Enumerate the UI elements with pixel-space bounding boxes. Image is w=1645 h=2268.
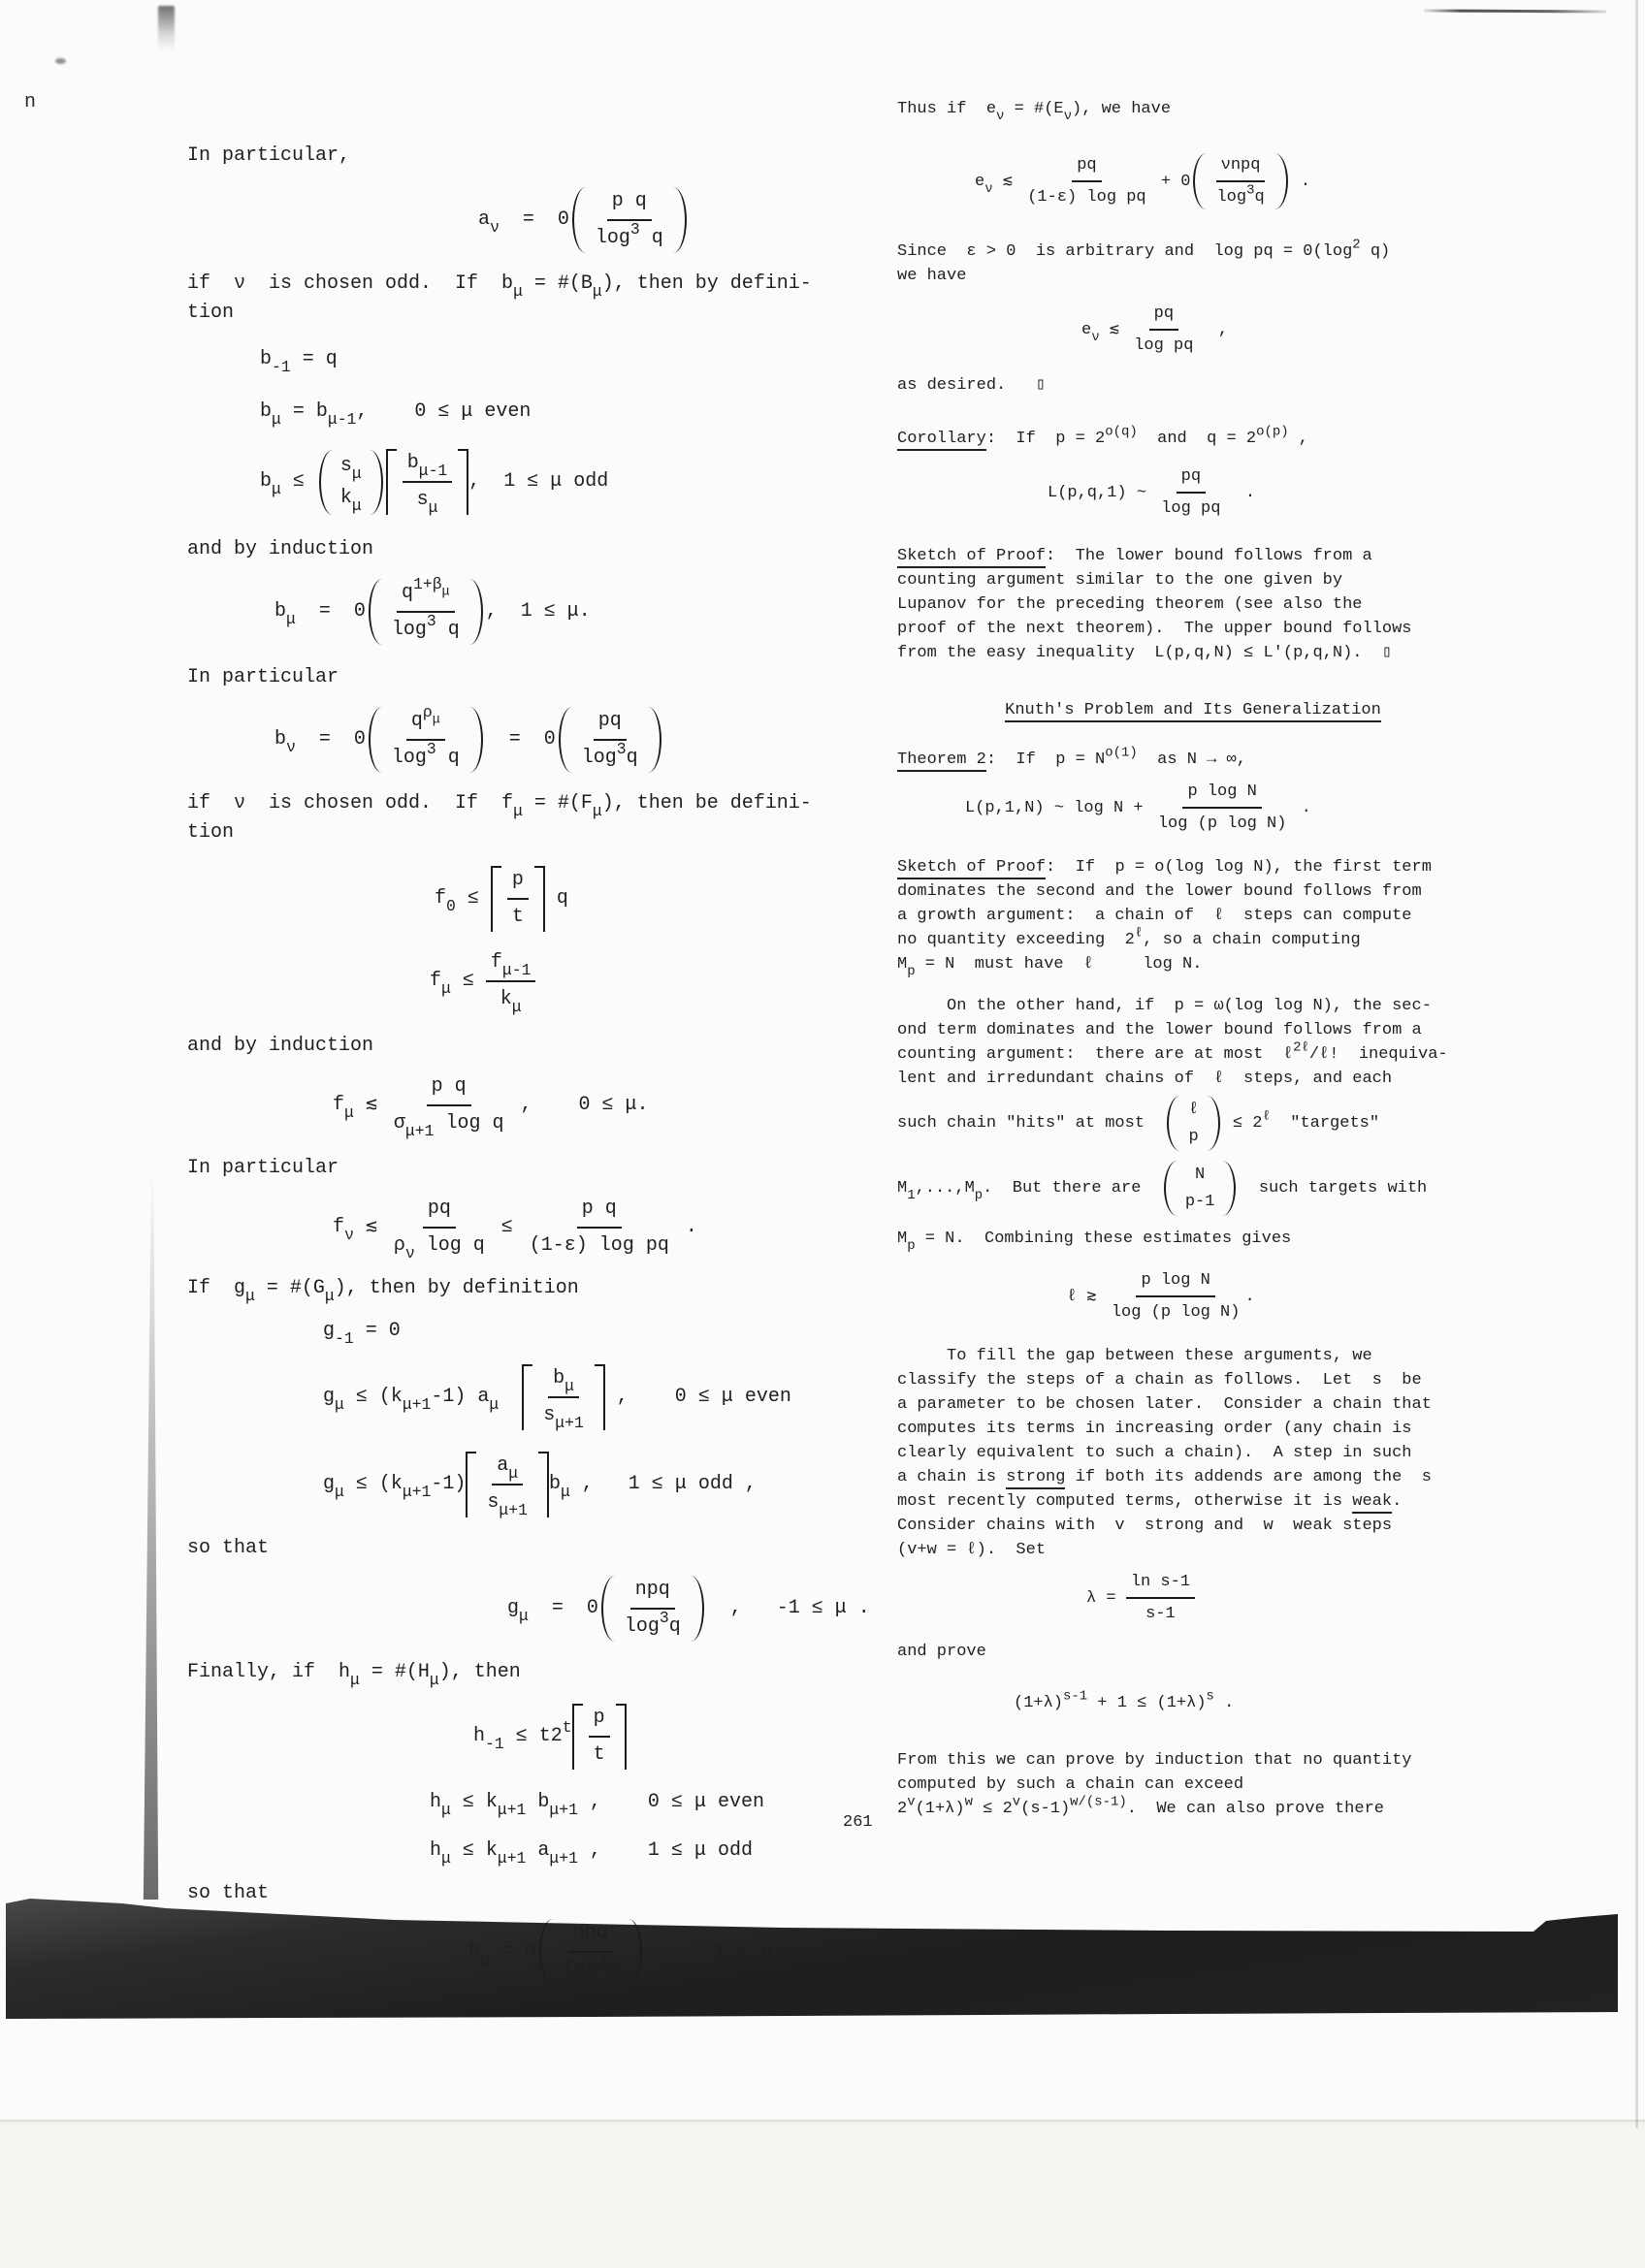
ceiling-group	[466, 1447, 549, 1522]
equation-lhs: $h_{-1} \le t2^t$	[473, 1717, 572, 1754]
equation-lhs: $g_\mu \le (k_{\mu+1}-1)$	[323, 1473, 467, 1502]
paragraph-thus-if: Thus if $e_\nu$ = $\#(E_\nu)$, we have	[897, 100, 1172, 124]
left-ceiling-bracket-icon	[491, 866, 501, 932]
line-with-binomial-1	[897, 1091, 1489, 1156]
fraction-denominator: $s_\mu$	[416, 489, 438, 518]
right-ceiling-bracket-icon	[458, 449, 468, 515]
ceiling-group	[522, 1359, 605, 1435]
paragraph-in-particular-2: In particular	[187, 666, 339, 688]
fraction	[1153, 780, 1292, 836]
paragraph-sketch-of-proof-1: Sketch of Proof: The lower bound follows from a counting argument similar to the one given by Lupanov for the preceding theorem (see also the proof of the next theorem). The upper bound follows from the easy inequality L(p,q,N) ≤ L'(p,q,N). ▯	[897, 547, 1412, 662]
equation-lambda-inequality: $(1+\lambda)^{s-1} + 1 \le (1+\lambda)^s$ .	[1014, 1688, 1235, 1712]
fraction-denominator: (1-ε) log pq	[1027, 188, 1146, 207]
fraction	[1129, 302, 1198, 358]
fraction	[482, 1452, 532, 1520]
binomial-group	[1161, 1156, 1240, 1221]
equation-condition: , 1 ≤ μ.	[485, 600, 591, 623]
equation-b-odd	[187, 444, 886, 520]
fraction	[589, 1704, 610, 1770]
left-paren-icon	[1164, 1161, 1177, 1216]
equation-corollary	[897, 464, 1489, 521]
equation-lhs: $b_\mu = 0$	[274, 600, 366, 629]
binomial-top: ℓ	[1188, 1101, 1199, 1119]
right-column	[897, 97, 1489, 1821]
binomial-top: $s_\mu$	[339, 454, 362, 483]
equation-condition: $b_\mu$ , 1 ≤ μ odd ,	[548, 1473, 757, 1502]
fraction	[558, 1919, 624, 1985]
equation-end: .	[1244, 1287, 1255, 1306]
left-paren-icon	[601, 1576, 615, 1642]
fraction-numerator: pq	[1177, 464, 1206, 494]
fraction-denominator: $\rho_\nu$ log q	[393, 1234, 485, 1263]
line-text: such targets with	[1239, 1179, 1428, 1198]
paren-group	[556, 702, 664, 778]
equation-mid: = 0	[485, 728, 556, 751]
equation-lhs: $f_\nu$ ≲	[333, 1216, 389, 1245]
paragraph-corollary: Corollary: If $p = 2^{o(q)}$ and $q = 2^{o(p)}$ ,	[897, 427, 1489, 451]
equation-g-minus1	[187, 1317, 886, 1349]
fraction	[577, 707, 643, 773]
equation-e-simplified	[897, 302, 1489, 358]
fraction	[525, 1195, 674, 1261]
paragraph-so-that-2: so that	[187, 1882, 270, 1904]
fraction-numerator: p q	[427, 1072, 471, 1106]
left-paren-icon	[1167, 1096, 1180, 1151]
equation-lhs: $e_\nu$ ≲	[1081, 320, 1130, 345]
equation-end: .	[673, 1216, 697, 1238]
right-ceiling-bracket-icon	[534, 866, 545, 932]
left-paren-icon	[539, 1919, 553, 1985]
fraction-numerator: p q	[577, 1195, 622, 1229]
fraction-numerator: pq	[423, 1195, 456, 1229]
right-paren-icon	[469, 707, 483, 773]
binomial	[1185, 1096, 1201, 1151]
right-ceiling-bracket-icon	[595, 1364, 605, 1430]
ceiling-group	[572, 1699, 627, 1774]
left-paren-icon	[559, 707, 572, 773]
fraction-denominator: log (p log N)	[1157, 815, 1287, 833]
fraction-denominator: log pq	[1161, 499, 1221, 518]
fraction-denominator: $\log^3q$	[581, 739, 638, 769]
right-paren-icon	[469, 579, 483, 645]
fraction-numerator: νnpq	[1216, 153, 1266, 182]
ceiling-group	[491, 861, 545, 937]
equation-body: $h_\mu \le k_{\mu+1}$ $a_{\mu+1}$ , 1 ≤ μ odd	[430, 1839, 753, 1869]
fraction-denominator: $\log^3q$	[1216, 182, 1265, 207]
scan-artifact-spine-smudge	[158, 6, 175, 50]
equation-f-induction	[187, 1072, 886, 1141]
equation-lhs: $b_\nu = 0$	[274, 728, 366, 757]
right-ceiling-bracket-icon	[538, 1452, 549, 1517]
scan-artifact-sheet-below	[0, 2124, 1645, 2268]
fraction	[387, 574, 465, 645]
paragraph-combining: $M_p = N$. Combining these estimates gives	[897, 1230, 1292, 1254]
scan-artifact-top-right-line	[1424, 10, 1606, 14]
fraction-numerator: $f_{\mu-1}$	[486, 948, 536, 982]
paragraph-if-b: if ν is chosen odd. If $b_\mu$ = $\#(B_\mu)$, then by defini- tion	[187, 272, 812, 324]
fraction-denominator: s-1	[1145, 1605, 1176, 1623]
fraction-numerator: $q^{1+\beta_\mu}$	[397, 579, 455, 613]
right-paren-icon	[691, 1576, 704, 1642]
equation-lhs: $b_\mu$ ≤	[260, 470, 316, 499]
paragraph-as-desired: as desired. ▯	[897, 376, 1047, 395]
paragraph-if-f: if ν is chosen odd. If $f_\mu$ = $\#(F_\mu)$, then be defini- tion	[187, 792, 812, 844]
equation-end: .	[1225, 483, 1256, 502]
fraction-numerator: p log N	[1182, 780, 1261, 809]
fraction-denominator: $\log^3q$	[624, 1608, 681, 1638]
equation-condition: , -1 ≤ μ .	[644, 1940, 796, 1963]
equation-h-odd	[187, 1837, 886, 1869]
fraction	[1107, 1268, 1245, 1325]
line-text: such chain "hits" at most	[897, 1114, 1165, 1133]
ceiling-group	[386, 444, 469, 520]
equation-h-even	[187, 1788, 886, 1820]
left-paren-icon	[369, 579, 382, 645]
paragraph-if-g: If $g_\mu$ = $\#(G_\mu)$, then by definition	[187, 1277, 579, 1306]
paragraph-on-the-other-hand: On the other hand, if p = ω(log log N), the sec- ond term dominates and the lower bound follows from a counting argument: there are at most ℓ$^{2\ell}$/ℓ! inequiva- lent and irredundant chains of ℓ steps, and each	[897, 997, 1448, 1088]
equation-b-nu	[187, 702, 886, 778]
fraction-numerator: p log N	[1136, 1268, 1214, 1297]
paragraph-and-by-induction-1: and by induction	[187, 538, 374, 560]
left-column	[187, 142, 886, 1990]
left-ceiling-bracket-icon	[522, 1364, 532, 1430]
equation-body: $b_\mu = b_{\mu-1}$, 0 ≤ μ even	[260, 400, 532, 430]
paren-group	[366, 702, 486, 778]
fraction-denominator: t	[511, 906, 524, 928]
binomial-bottom: p-1	[1184, 1193, 1215, 1211]
fraction-numerator: npq	[630, 1576, 675, 1610]
fraction	[538, 1364, 589, 1433]
equation-f-nu	[187, 1195, 886, 1261]
fraction-numerator: npq	[568, 1919, 613, 1953]
fraction	[507, 866, 529, 932]
fraction	[389, 1072, 509, 1141]
paragraph-theorem-2: Theorem 2: If $p = N^{o(1)}$ as N → ∞,	[897, 748, 1489, 772]
equation-g-order	[187, 1571, 886, 1646]
paragraph-in-particular-3: In particular	[187, 1157, 339, 1179]
fraction-numerator: p q	[607, 187, 652, 221]
equation-lhs: $f_0$ ≤	[435, 887, 491, 916]
right-paren-icon	[629, 1919, 642, 1985]
paren-group	[536, 1914, 645, 1990]
equation-lhs: $a_\nu = 0$	[478, 208, 569, 238]
binomial-group	[316, 445, 386, 520]
scan-artifact-spine-shadow	[140, 1166, 163, 1900]
scan-artifact-dot	[55, 58, 66, 64]
fraction-denominator: (1-ε) log pq	[529, 1234, 669, 1257]
equation-condition: , -1 ≤ μ .	[706, 1597, 870, 1619]
equation-h-order	[187, 1914, 886, 1990]
paragraph-since: Since ε > 0 is arbitrary and log pq = $0(\log^2$ q) we have	[897, 237, 1391, 285]
binomial	[338, 450, 365, 515]
fraction-denominator: log pq	[1134, 336, 1194, 355]
fraction	[1156, 464, 1225, 521]
right-paren-icon	[1222, 1161, 1236, 1216]
fraction	[387, 702, 465, 773]
equation-lhs: $g_\mu = 0$	[507, 1597, 598, 1626]
equation-g-even	[187, 1359, 886, 1435]
equation-f-recursive	[187, 948, 886, 1017]
left-paren-icon	[319, 450, 333, 515]
fraction-numerator: $q^{\rho_\mu}$	[406, 707, 445, 741]
equation-lhs: L(p,1,N) ~ log N +	[965, 798, 1153, 817]
equation-g-odd	[187, 1447, 886, 1522]
binomial-bottom: $k_\mu$	[339, 486, 362, 515]
right-ceiling-bracket-icon	[616, 1704, 627, 1770]
equation-a-nu	[187, 182, 886, 258]
binomial-top: N	[1195, 1166, 1206, 1184]
fraction-numerator: ln s-1	[1126, 1570, 1195, 1599]
right-paren-icon	[1274, 153, 1288, 209]
equation-body: $g_{-1} = 0$	[323, 1320, 401, 1349]
equation-end: .	[1291, 798, 1311, 817]
right-paren-icon	[370, 450, 383, 515]
section-heading-knuth: Knuth's Problem and Its Generalization	[897, 698, 1489, 722]
equation-end: ,	[1198, 320, 1229, 339]
equation-lhs: $f_\mu$ ≤	[430, 970, 486, 999]
left-ceiling-bracket-icon	[572, 1704, 583, 1770]
paragraph-sketch-of-proof-2: Sketch of Proof: If p = o(log log N), the first term dominates the second and the lower bound follows from a growth argument: a chain of ℓ steps can compute no quantity exceeding $2^\ell$, so a chain computing $M_p = N$ must have ℓ log N.	[897, 858, 1432, 979]
equation-condition: , 0 ≤ μ even	[604, 1386, 791, 1408]
paren-group	[1190, 148, 1290, 214]
fraction-numerator: p	[507, 866, 529, 900]
right-paren-icon	[648, 707, 661, 773]
equation-body: $b_{-1} = q$	[260, 348, 338, 377]
line-text: ≤ $2^\ell$ "targets"	[1222, 1108, 1380, 1133]
fraction-denominator: $k_\mu$	[500, 988, 522, 1017]
fraction	[1211, 153, 1269, 209]
left-paren-icon	[369, 707, 382, 773]
equation-e-bound	[897, 148, 1489, 214]
binomial-bottom: p	[1188, 1128, 1199, 1146]
paragraph-and-prove: and prove	[897, 1643, 986, 1661]
fraction-denominator: $s_{\mu+1}$	[487, 1491, 528, 1520]
fraction	[1126, 1570, 1195, 1626]
line-text: $M_1,...,M_p$. But there are	[897, 1179, 1161, 1203]
fraction-denominator: log (p log N)	[1111, 1303, 1241, 1322]
fraction-denominator: $s_{\mu+1}$	[543, 1404, 584, 1433]
equation-mid: ≤	[489, 1216, 525, 1238]
equation-rhs: q	[544, 887, 568, 910]
fraction-denominator: $\log^3 q$	[391, 611, 460, 641]
equation-theorem-2	[897, 780, 1489, 836]
equation-lhs: $h_\mu = 0$	[468, 1940, 536, 1969]
stray-character: n	[24, 91, 37, 113]
left-paren-icon	[1193, 153, 1207, 209]
right-paren-icon	[673, 187, 687, 253]
fraction-numerator: pq	[594, 707, 627, 741]
paragraph-finally: Finally, if $h_\mu$ = $\#(H_\mu)$, then	[187, 1661, 521, 1690]
equation-lhs: L(p,q,1) ~	[1048, 483, 1157, 502]
paragraph-from-this: From this we can prove by induction that no quantity computed by such a chain can exceed $2^v(1+\lambda)^w \le 2^v(s-1)^{w/(s-1)}$. We can also prove there	[897, 1751, 1412, 1818]
fraction-numerator: pq	[1072, 153, 1101, 182]
page-number: 261	[843, 1813, 873, 1832]
equation-body: $h_\mu \le k_{\mu+1}$ $b_{\mu+1}$ , 0 ≤ μ even	[430, 1791, 764, 1820]
equation-lhs: $e_\nu$ ≲	[975, 172, 1023, 197]
fraction	[1022, 153, 1150, 209]
equation-lhs: λ =	[1086, 1588, 1126, 1608]
paragraph-in-particular-1: In particular,	[187, 144, 351, 167]
left-ceiling-bracket-icon	[386, 449, 397, 515]
fraction	[620, 1576, 686, 1642]
fraction-denominator: t	[593, 1743, 605, 1766]
fraction-numerator: $b_{\mu-1}$	[403, 449, 453, 483]
fraction-denominator: $\log^3 q$	[595, 219, 663, 249]
fraction	[389, 1195, 490, 1261]
fraction-numerator: pq	[1149, 302, 1178, 331]
fraction	[591, 187, 668, 253]
fraction-numerator: p	[589, 1704, 610, 1738]
binomial	[1182, 1161, 1218, 1216]
equation-b-minus1	[187, 345, 886, 377]
fraction-numerator: $b_\mu$	[548, 1364, 579, 1398]
fraction	[486, 948, 536, 1017]
fraction-denominator: $\log^3q$	[562, 1951, 619, 1981]
equation-condition: , 0 ≤ μ.	[508, 1094, 649, 1116]
equation-condition: , 1 ≤ μ odd	[468, 470, 609, 493]
equation-b-even	[187, 398, 886, 430]
equation-lhs: $g_\mu \le (k_{\mu+1}-1)$ $a_\mu$	[323, 1386, 500, 1415]
paragraph-to-fill-the-gap: To fill the gap between these arguments, we classify the steps of a chain as follows. Let s be a parameter to be chosen later. Consider a chain that computes its terms in increasing order (any chain is clearly equivalent to such a chain). A step in such a chain is strong if both its addends are among the s most recently computed terms, otherwise it is weak. Consider chains with v strong and w weak steps (v+w = ℓ). Set	[897, 1347, 1432, 1559]
paren-group	[598, 1571, 707, 1646]
equation-l-bound	[897, 1268, 1489, 1325]
fraction-numerator: $a_\mu$	[492, 1452, 523, 1485]
fraction-denominator: $\sigma_{\mu+1}$ log q	[393, 1112, 504, 1141]
paren-group	[569, 182, 690, 258]
scan-artifact-page-edge	[1635, 0, 1638, 2128]
right-paren-icon	[1207, 1096, 1220, 1151]
equation-h-minus1	[187, 1699, 886, 1774]
paragraph-so-that-1: so that	[187, 1537, 270, 1559]
paragraph-and-by-induction-2: and by induction	[187, 1035, 374, 1057]
left-paren-icon	[572, 187, 586, 253]
equation-lhs: ℓ ≳	[1067, 1287, 1107, 1306]
fraction-denominator: $\log^3 q$	[391, 739, 460, 769]
equation-lhs: $f_\mu$ ≲	[333, 1094, 389, 1123]
equation-lambda	[897, 1570, 1489, 1626]
fraction	[403, 449, 453, 518]
equation-mid: + 0	[1150, 172, 1191, 191]
binomial-group	[1164, 1091, 1222, 1156]
equation-f0	[187, 861, 886, 937]
equation-b-induction	[187, 574, 886, 650]
line-with-binomial-2	[897, 1156, 1489, 1221]
left-ceiling-bracket-icon	[466, 1452, 476, 1517]
equation-end: .	[1290, 172, 1311, 191]
paren-group	[366, 574, 486, 650]
